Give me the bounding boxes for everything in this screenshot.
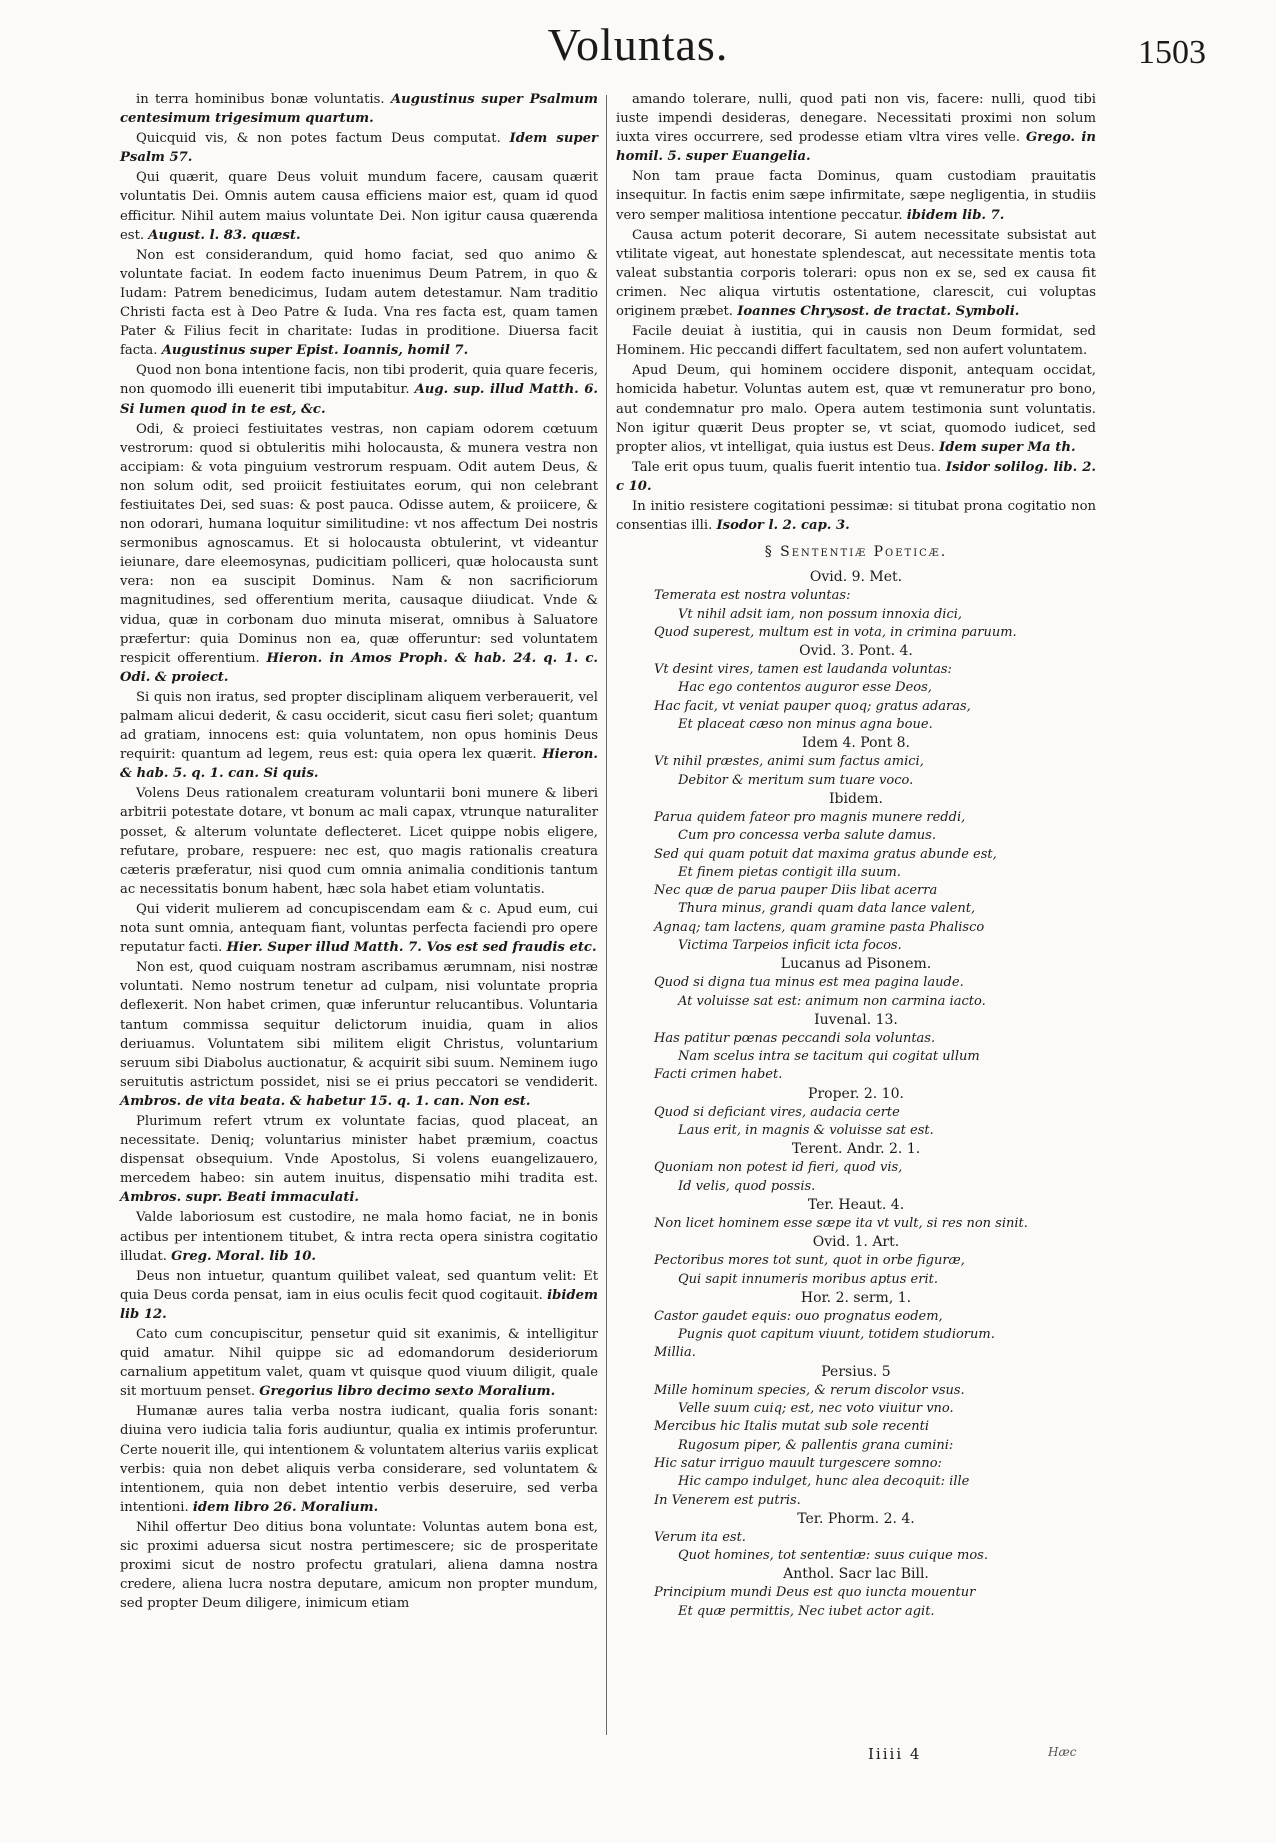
poem-block — [616, 734, 1096, 790]
poem-source: Ovid. 3. Pont. 4. — [799, 643, 913, 660]
paragraph-text: amando tolerare, nulli, quod pati non vis, facere: nulli, quod tibi iuste impendi desideras, denegare. Necessitati proximi non solum iuxta vires occurrere, sed prodesse etiam vltra vires velle. — [616, 92, 1096, 146]
source-citation: Idem super Psalm 57. — [120, 131, 598, 166]
paragraph — [120, 90, 598, 128]
verse-line: Nec quæ de parua pauper Diis libat acerra — [654, 883, 938, 899]
page-number: 1503 — [1138, 34, 1206, 71]
verse-line: Has patitur pœnas peccandi sola voluntas. — [654, 1030, 936, 1046]
verse-line: Verum ita est. — [654, 1529, 746, 1545]
verse-line: Hac ego contentos auguror esse Deos, — [678, 680, 932, 696]
verse-line: Vt nihil adsit iam, non possum innoxia dici, — [678, 606, 963, 622]
poem-source: Ter. Heaut. 4. — [807, 1196, 905, 1213]
paragraph — [616, 90, 1096, 166]
paragraph — [616, 322, 1096, 360]
poem-source: Ibidem. — [829, 790, 883, 807]
source-citation: Hier. Super illud Matth. 7. Vos est sed fraudis etc. — [226, 940, 597, 956]
verse-line: Vt desint vires, tamen est laudanda voluntas: — [654, 662, 952, 678]
poem-block — [616, 1140, 1096, 1196]
verse-line: Sed qui quam potuit dat maxima gratus abunde est, — [654, 846, 997, 862]
poem-block — [616, 1196, 1096, 1233]
source-citation: Idem super Ma th. — [939, 439, 1076, 455]
verse-line: Et finem pietas contigit illa suum. — [678, 864, 901, 880]
verse-line: Parua quidem fateor pro magnis munere reddi, — [654, 809, 966, 825]
column-divider — [606, 95, 607, 1735]
source-citation: Ambros. de vita beata. & habetur 15. q. 1. can. Non est. — [120, 1093, 531, 1109]
poem-source: Ovid. 1. Art. — [812, 1234, 900, 1251]
paragraph — [616, 497, 1096, 535]
paragraph-text: Valde laboriosum est custodire, ne mala homo faciat, ne in bonis actibus per intentionem titubet, & intra recta opera sinistra cogitatio illudat. — [120, 1210, 598, 1264]
signature-mark: Iiiii 4 — [868, 1745, 922, 1763]
verse-line: Et placeat cæso non minus agna boue. — [678, 717, 933, 733]
paragraph — [120, 958, 598, 1111]
poem-source: Anthol. Sacr lac Bill. — [783, 1566, 929, 1583]
paragraph-text: Non est considerandum, quid homo faciat, sed quo animo & voluntate faciat. In eodem facto inuenimus Deum Patrem, in quo & Iudam: Patrem benedicimus, Iudam autem detestamur. Nam traditio Christi facta est à Deo Patre & Iuda. Vna res facta est, quam tamen Pater & Filius fecit in charitate: Iudas in proditione. Diuersa facit facta. — [120, 247, 598, 359]
paragraph-text: in terra hominibus bonæ voluntatis. — [136, 92, 385, 107]
paragraph-text: Qui quærit, quare Deus voluit mundum facere, causam quærit voluntatis Dei. Omnis autem causa efficiens maior est, quam id quod efficitur. Nihil autem maius voluntate Dei. Non igitur causa quærenda est. — [120, 170, 598, 243]
paragraph — [120, 1325, 598, 1401]
poem-source: Ter. Phorm. 2. 4. — [797, 1510, 915, 1527]
paragraph-text: Tale erit opus tuum, qualis fuerit intentio tua. — [632, 459, 942, 475]
paragraph — [120, 1267, 598, 1324]
source-citation: Augustinus super Psalmum centesimum trigesimum quartum. — [120, 92, 598, 127]
source-citation: Greg. Moral. lib 10. — [171, 1248, 317, 1264]
verse-line: Temerata est nostra voluntas: — [654, 588, 851, 604]
paragraph-text: Odi, & proieci festiuitates vestras, non capiam odorem cœtuum vestrorum: quod si obtuleritis mihi holocausta, & munera vestra non accipiam: & vota pinguium vestrorum respuam. Odit autem Deus, & non solum odit, sed proiicit festiuitates eorum, qui non celebrant festiuitates Dei, sed suas: & post pauca. Odisse autem, & proiicere, & non odorari, humana loquitur similitudine: vt nos affectum Dei nostris sermonibus agnoscamus. Et si holocausta obtulerint, vt videantur ieiunare, dare eleemosynas, pudicitiam polliceri, quæ holocausta sunt vera: non ea suscipit Dominus. Nam & non sacrificiorum magnitudines, sed offerentium merita, causaque diiudicat. Vnde & vidua, quæ in corbonam duo minuta miserat, omnibus à Saluatore præfertur: quia Dominus non ea, quæ offeruntur: sed voluntatem respicit offerentium. — [120, 421, 598, 666]
source-citation: August. l. 83. quæst. — [148, 227, 301, 243]
section-heading: § Sententiæ Poeticæ. — [764, 544, 948, 561]
source-citation: ibidem lib 12. — [120, 1287, 598, 1322]
paragraph — [120, 361, 598, 418]
verse-line: Hic satur irriguo mauult turgescere somno: — [654, 1455, 942, 1471]
poem-source: Ovid. 9. Met. — [809, 569, 903, 586]
verse-line: Id velis, quod possis. — [678, 1178, 816, 1194]
verse-line: Non licet hominem esse sæpe ita vt vult, si res non sinit. — [654, 1215, 1028, 1231]
paragraph-text: Humanæ aures talia verba nostra iudicant, qualia foris sonant: diuina vero iudicia talia foris audiuntur, qualia ex intimis proferuntur. Certe nouerit ille, qui intentionem & voluntatem alterius variis explicat verbis: quia non debet aliquis verba considerare, sed voluntatem & intentionem, quia non debet intentio verbis deseruire, sed verba intentioni. — [120, 1404, 598, 1515]
paragraph — [120, 1402, 598, 1517]
poem-source: Persius. 5 — [821, 1363, 891, 1380]
source-citation: Ioannes Chrysost. de tractat. Symboli. — [737, 304, 1020, 320]
verse-line: Hic campo indulget, hunc alea decoquit: ille — [678, 1474, 970, 1490]
poem-source: Lucanus ad Pisonem. — [780, 956, 932, 973]
paragraph — [616, 226, 1096, 321]
verse-line: Hac facit, vt veniat pauper quoq; gratus adaras, — [654, 698, 971, 714]
paragraph-text: Facile deuiat à iustitia, qui in causis non Deum formidat, sed Hominem. Hic peccandi differt facultatem, sed non aufert voluntatem. — [616, 324, 1096, 359]
paragraph — [120, 900, 598, 957]
paragraph-text: In initio resistere cogitationi pessimæ: si titubat prona cogitatio non consentias illi. — [616, 498, 1096, 534]
poem-source: Idem 4. Pont 8. — [801, 735, 911, 752]
verse-line: Velle suum cuiq; est, nec voto viuitur vno. — [678, 1401, 954, 1417]
verse-line: Nam scelus intra se tacitum qui cogitat ullum — [678, 1049, 980, 1065]
verse-line: Castor gaudet equis: ouo prognatus eodem, — [654, 1308, 943, 1324]
paragraph-text: Si quis non iratus, sed propter disciplinam aliquem verberauerit, vel palmam alicui dederit, & casu occiderit, sicut casu fieri solet; quantum ad gratiam, innocens est: quia voluntatem, non opus hominis Deus requirit: quantum ad legem, reus est: quia opera lex quærit. — [120, 689, 598, 763]
poem-block — [616, 1363, 1096, 1510]
right-column — [616, 90, 1096, 1621]
source-citation: ibidem lib. 7. — [906, 207, 1005, 223]
running-title: Voluntas. — [547, 19, 729, 70]
verse-line: Pectoribus mores tot sunt, quot in orbe figuræ, — [654, 1253, 965, 1269]
verse-line: Millia. — [654, 1345, 696, 1361]
verse-line: Victima Tarpeios inficit icta focos. — [678, 938, 902, 953]
paragraph — [120, 168, 598, 244]
verse-line: Mille hominum species, & rerum discolor vsus. — [654, 1382, 965, 1398]
poem-block — [616, 1289, 1096, 1363]
verse-line: Laus erit, in magnis & voluisse sat est. — [678, 1123, 934, 1139]
verse-line: Thura minus, grandi quam data lance valent, — [678, 901, 976, 917]
poem-block — [616, 1233, 1096, 1289]
paragraph — [120, 1112, 598, 1207]
paragraph-text: Volens Deus rationalem creaturam voluntarii boni munere & liberi arbitrii potestate dotare, vt bonum ac mali capax, vtrunque naturaliter posset, & alterum voluntate deflecteret. Licet quippe nobis eligere, refutare, probare, respuere: nec est, quo magis rationalis creatura cæteris præferatur, nisi quod cum omnia animalia conditionis tantum ac necessitatis bonum habent, hæc sola habet etiam voluntatis. — [120, 786, 598, 897]
paragraph — [616, 167, 1096, 224]
paragraph-text: Quod non bona intentione facis, non tibi proderit, quia quare feceris, non quomodo illi euenerit tibi imputabitur. — [120, 363, 598, 398]
poem-block — [616, 1085, 1096, 1141]
verse-line: Et quæ permittis, Nec iubet actor agit. — [678, 1603, 935, 1619]
poem-source: Terent. Andr. 2. 1. — [791, 1141, 921, 1158]
paragraph-text: Nihil offertur Deo ditius bona voluntate: Voluntas autem bona est, sic proximi aduersa sicut nostra pertimescere; sic de prosperitate proximi sicut de nostro profectu gratulari, aliena damna nostra credere, aliena lucra nostra deputare, amicum non propter mundum, sed propter Deum diligere, inimicum etiam — [120, 1519, 598, 1612]
poem-block — [616, 955, 1096, 1011]
source-citation: Grego. in homil. 5. super Euangelia. — [616, 130, 1096, 165]
source-citation: Augustinus super Epist. Ioannis, homil 7. — [161, 343, 469, 359]
verse-line: Debitor & meritum sum tuare voco. — [678, 772, 914, 788]
paragraph-text: Causa actum poterit decorare, Si autem necessitate subsistat aut vtilitate vigeat, aut honestate splendescat, aut necessitate mentis tota valeat substantia corporis tolerari: opus non ex se, sed ex causa fit crimen. Nec aliqua virtutis ostentatione, clarescit, cui voluptas originem præbet. — [616, 227, 1096, 320]
source-citation: Ambros. supr. Beati immaculati. — [120, 1190, 360, 1206]
paragraph-text: Plurimum refert vtrum ex voluntate facias, quod placeat, an necessitate. Deniq; voluntarius minister habet præmium, coactus dispensat obsequium. Vnde Apostolus, Si volens euangelizauero, mercedem habeo: sin autem inuitus, dispensatio mihi tradita est. — [120, 1113, 598, 1187]
paragraph-text: Deus non intuetur, quantum quilibet valeat, sed quantum velit: Et quia Deus corda pensat, iam in eius oculis fecit quod cogitauit. — [120, 1268, 598, 1303]
source-citation: idem libro 26. Moralium. — [192, 1499, 379, 1515]
paragraph-text: Apud Deum, qui hominem occidere disponit, antequam occidat, homicida habetur. Voluntas autem est, quæ vt remuneratur pro bono, aut condemnatur pro malo. Opera autem testimonia sunt voluntatis. Non igitur quærit Deus propter se, vt sciat, quomodo iudicet, sed propter alios, vt intelligat, quia iustus est Deus. — [616, 363, 1096, 455]
poem-source: Iuvenal. 13. — [814, 1011, 898, 1028]
source-citation: Aug. sup. illud Matth. 6. Si lumen quod in te est, &c. — [120, 382, 598, 417]
poem-block — [616, 568, 1096, 642]
verse-line: Facti crimen habet. — [654, 1067, 783, 1083]
paragraph-text: Non tam praue facta Dominus, quam custodiam prauitatis insequitur. In factis enim sæpe infirmitate, sæpe negligentia, in studiis vero semper malitiosa intentione peccatur. — [616, 169, 1096, 223]
verse-line: Quod si deficiant vires, audacia certe — [654, 1104, 900, 1120]
verse-line: Quot homines, tot sententiæ: suus cuique mos. — [678, 1548, 988, 1564]
poem-source: Hor. 2. serm, 1. — [800, 1289, 912, 1306]
verse-line: Vt nihil præstes, animi sum factus amici, — [654, 754, 924, 770]
poem-source: Proper. 2. 10. — [808, 1085, 904, 1102]
verse-line: Pugnis quot capitum viuunt, totidem studiorum. — [678, 1327, 995, 1343]
paragraph-text: Quicquid vis, & non potes factum Deus computat. — [136, 131, 501, 147]
verse-line: Quod superest, multum est in vota, in crimina paruum. — [654, 624, 1017, 640]
verse-line: In Venerem est putris. — [654, 1492, 801, 1508]
paragraph-text: Qui viderit mulierem ad concupiscendam eam & c. Apud eum, cui nota sunt omnia, antequam fiant, voluntas perfecta faciendi pro opere reputatur facti. — [120, 901, 598, 956]
verse-line: Quod si digna tua minus est mea pagina laude. — [654, 975, 964, 991]
catchword: Hæc — [1048, 1745, 1077, 1759]
left-column — [120, 90, 598, 1614]
poem-block — [616, 1565, 1096, 1621]
paragraph — [120, 246, 598, 361]
verse-line: Quoniam non potest id fieri, quod vis, — [654, 1160, 903, 1176]
source-citation: Isodor l. 2. cap. 3. — [716, 518, 850, 534]
source-citation: Isidor solilog. lib. 2. c 10. — [616, 459, 1096, 494]
verse-line: Principium mundi Deus est quo iuncta mouentur — [654, 1585, 976, 1601]
verse-line: At voluisse sat est: animum non carmina iacto. — [678, 993, 986, 1009]
verse-line: Qui sapit innumeris moribus aptus erit. — [678, 1271, 938, 1287]
paragraph — [616, 361, 1096, 456]
paragraph — [120, 688, 598, 783]
paragraph-text: Cato cum concupiscitur, pensetur quid sit exanimis, & intelligitur quid amatur. Nihil quippe sic ad edomandorum desideriorum carnalium appetitum valet, quam vt quisque quod viuum diligit, quale sit mortuum penset. — [120, 1327, 598, 1400]
paragraph — [120, 420, 598, 687]
paragraph — [120, 784, 598, 899]
verse-line: Agnaq; tam lactens, quam gramine pasta Phalisco — [654, 919, 985, 935]
paragraph — [120, 1208, 598, 1265]
paragraph — [120, 1518, 598, 1613]
verse-line: Rugosum piper, & pallentis grana cumini: — [678, 1437, 954, 1453]
poem-block — [616, 642, 1096, 734]
poetic-sentences — [616, 568, 1096, 1621]
poem-block — [616, 1510, 1096, 1566]
right-paragraphs — [616, 90, 1096, 535]
poem-block — [616, 1011, 1096, 1085]
source-citation: Gregorius libro decimo sexto Moralium. — [259, 1384, 556, 1400]
source-citation: Hieron. & hab. 5. q. 1. can. Si quis. — [120, 747, 598, 782]
source-citation: Hieron. in Amos Proph. & hab. 24. q. 1. c. Odi. & proiect. — [120, 650, 598, 685]
verse-line: Mercibus hic Italis mutat sub sole recenti — [654, 1419, 929, 1435]
poem-block — [616, 790, 1096, 955]
paragraph-text: Non est, quod cuiquam nostram ascribamus ærumnam, nisi nostræ voluntati. Nemo nostrum tenetur ad culpam, nisi voluntate propria deflexerit. Non habet crimen, quæ inferuntur relucantibus. Voluntaria tantum commissa sequitur delictorum inuidia, quam in alios deriuamus. Voluntatem sibi militem eligit Christus, voluntarium seruum sibi Diabolus auctionatur, & acquirit sibi suum. Neminem iugo seruitutis astrictum possidet, nisi se ei prius peccatori se vendiderit. — [120, 960, 598, 1090]
paragraph — [616, 458, 1096, 496]
paragraph — [120, 129, 598, 167]
verse-line: Cum pro concessa verba salute damus. — [678, 828, 936, 844]
